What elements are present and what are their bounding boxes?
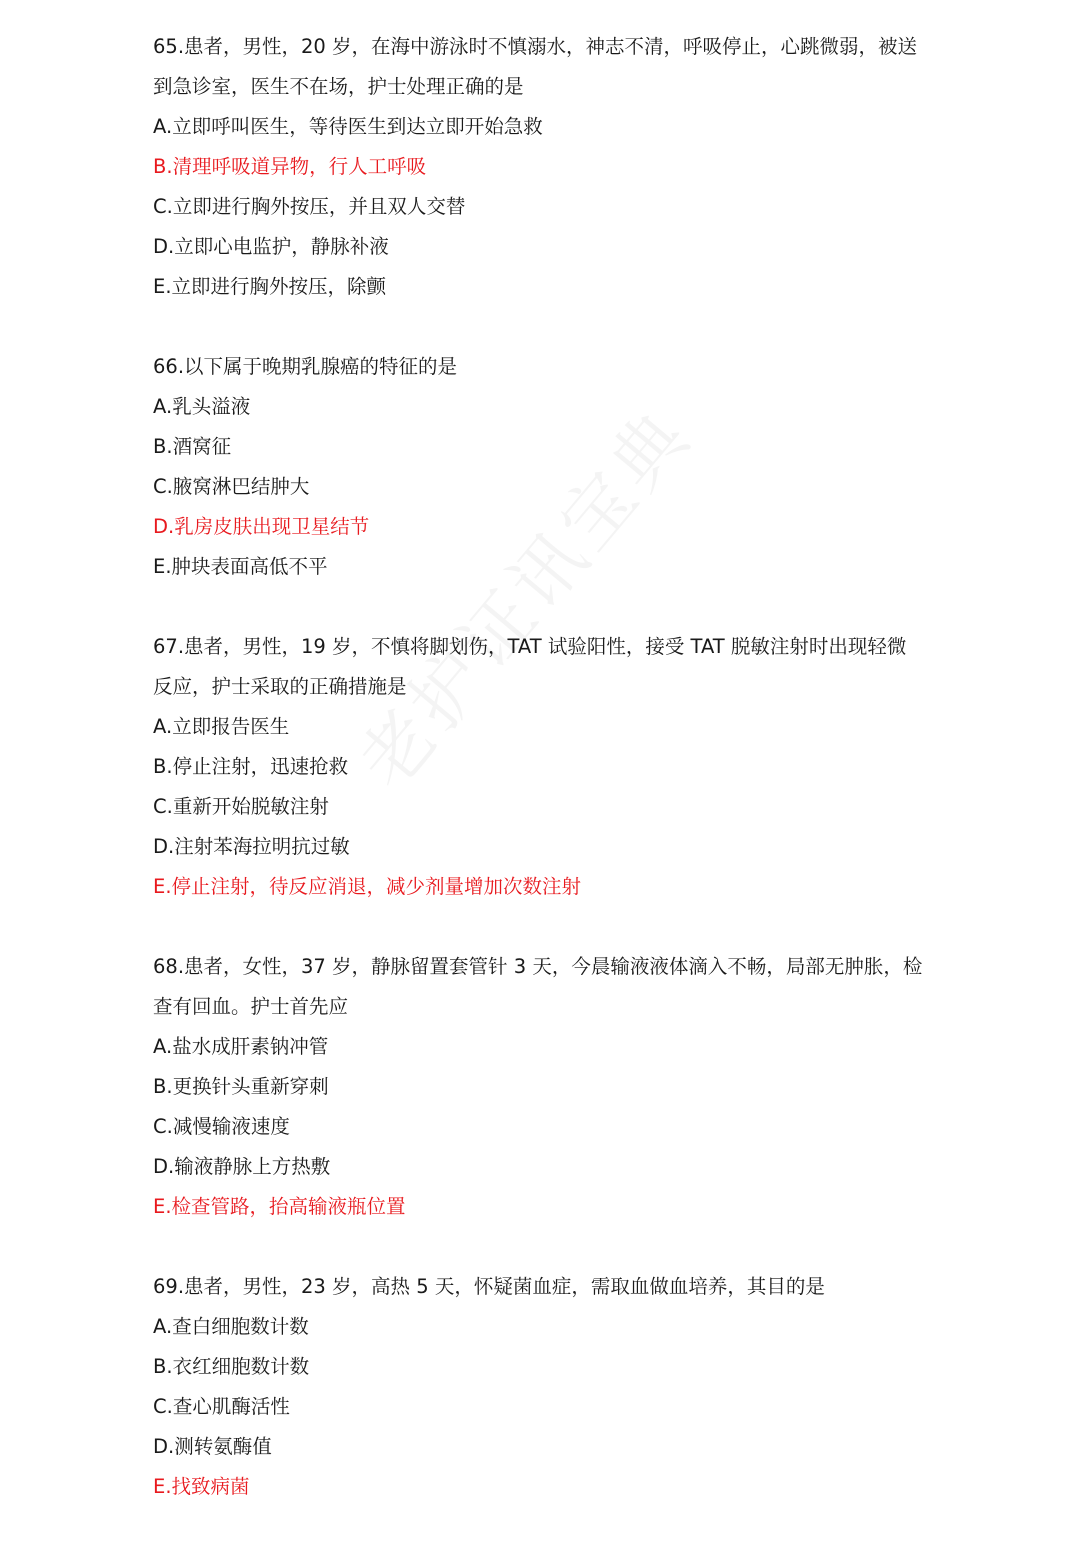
question-stem-line: 反应，护士采取的正确措施是 (153, 675, 407, 698)
question-list (153, 27, 943, 1547)
question-stem-line: 查有回血。护士首先应 (153, 995, 349, 1018)
question-stem-line: 65.患者，男性，20 岁，在海中游泳时不慎溺水，神志不清，呼吸停止，心跳微弱，被送 (153, 35, 918, 58)
answer-option: B.停止注射，迅速抢救 (153, 755, 349, 778)
correct-answer-option: E.找致病菌 (153, 1475, 250, 1498)
answer-option: C.重新开始脱敏注射 (153, 795, 329, 818)
question-1 (153, 27, 943, 307)
answer-option: C.腋窝淋巴结肿大 (153, 475, 310, 498)
answer-option: A.立即呼叫医生，等待医生到达立即开始急救 (153, 115, 543, 138)
answer-option: D.测转氨酶值 (153, 1435, 272, 1458)
answer-option: A.查白细胞数计数 (153, 1315, 309, 1338)
answer-option: E.立即进行胸外按压，除颤 (153, 275, 387, 298)
answer-option: D.注射苯海拉明抗过敏 (153, 835, 350, 858)
question-stem-line: 67.患者，男性，19 岁，不慎将脚划伤，TAT 试验阳性，接受 TAT 脱敏注射时出现轻微 (153, 635, 907, 658)
answer-option: C.立即进行胸外按压，并且双人交替 (153, 195, 466, 218)
answer-option: D.输液静脉上方热敷 (153, 1155, 331, 1178)
answer-option: B.酒窝征 (153, 435, 232, 458)
question-stem-line: 到急诊室，医生不在场，护士处理正确的是 (153, 75, 524, 98)
question-4 (153, 947, 943, 1227)
answer-option: C.查心肌酶活性 (153, 1395, 290, 1418)
correct-answer-option: E.检查管路，抬高输液瓶位置 (153, 1195, 406, 1218)
answer-option: A.盐水成肝素钠冲管 (153, 1035, 329, 1058)
question-3 (153, 627, 943, 907)
question-5 (153, 1267, 943, 1507)
question-stem-line: 68.患者，女性，37 岁，静脉留置套管针 3 天，今晨输液液体滴入不畅，局部无肿胀，检 (153, 955, 923, 978)
correct-answer-option: E.停止注射，待反应消退，减少剂量增加次数注射 (153, 875, 582, 898)
answer-option: B.衣红细胞数计数 (153, 1355, 310, 1378)
correct-answer-option: B.清理呼吸道异物，行人工呼吸 (153, 155, 427, 178)
question-stem-line: 66.以下属于晚期乳腺癌的特征的是 (153, 355, 458, 378)
answer-option: B.更换针头重新穿刺 (153, 1075, 329, 1098)
correct-answer-option: D.乳房皮肤出现卫星结节 (153, 515, 370, 538)
answer-option: E.肿块表面高低不平 (153, 555, 328, 578)
answer-option: D.立即心电监护，静脉补液 (153, 235, 389, 258)
answer-option: A.立即报告医生 (153, 715, 290, 738)
answer-option: A.乳头溢液 (153, 395, 251, 418)
question-2 (153, 347, 943, 587)
question-stem-line: 69.患者，男性，23 岁，高热 5 天，怀疑菌血症，需取血做血培养，其目的是 (153, 1275, 825, 1298)
answer-option: C.减慢输液速度 (153, 1115, 290, 1138)
